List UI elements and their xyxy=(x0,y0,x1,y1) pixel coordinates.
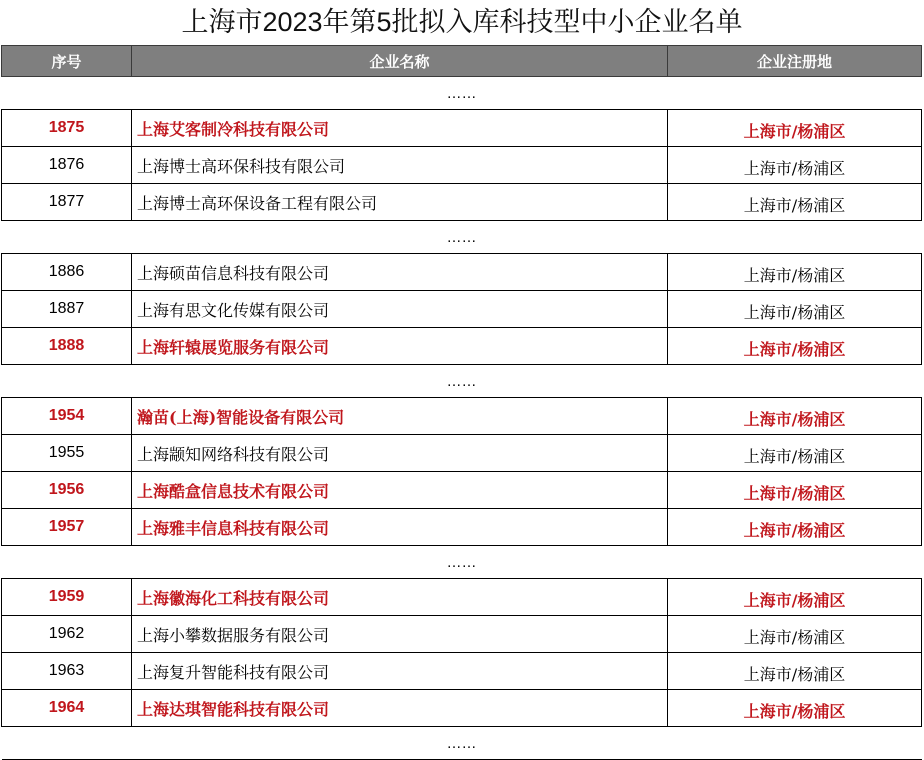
registered-location-cell: 上海市/杨浦区 xyxy=(668,579,922,616)
registered-location-cell: 上海市/杨浦区 xyxy=(668,616,922,653)
serial-number-cell: 1877 xyxy=(2,184,132,221)
registered-location-cell: 上海市/杨浦区 xyxy=(668,254,922,291)
table-row xyxy=(2,254,922,291)
company-name-cell: 上海雅丰信息科技有限公司 xyxy=(132,509,668,546)
table-row xyxy=(2,690,922,727)
serial-number-cell: 1875 xyxy=(2,110,132,147)
ellipsis-row xyxy=(2,365,922,398)
serial-number-cell: 1964 xyxy=(2,690,132,727)
table-body xyxy=(2,77,922,760)
registered-location-cell: 上海市/杨浦区 xyxy=(668,147,922,184)
serial-number-cell: 1887 xyxy=(2,291,132,328)
company-name-cell: 上海艾客制冷科技有限公司 xyxy=(132,110,668,147)
registered-location-cell: 上海市/杨浦区 xyxy=(668,435,922,472)
table-row xyxy=(2,472,922,509)
company-name-cell: 上海颛知网络科技有限公司 xyxy=(132,435,668,472)
company-name-cell: 上海有思文化传媒有限公司 xyxy=(132,291,668,328)
company-name-cell: 瀚苗(上海)智能设备有限公司 xyxy=(132,398,668,435)
header-serial-number: 序号 xyxy=(2,46,132,77)
header-registered-location: 企业注册地 xyxy=(668,46,922,77)
registered-location-cell: 上海市/杨浦区 xyxy=(668,472,922,509)
company-name-cell: 上海徽海化工科技有限公司 xyxy=(132,579,668,616)
serial-number-cell: 1957 xyxy=(2,509,132,546)
company-name-cell: 上海复升智能科技有限公司 xyxy=(132,653,668,690)
table-row xyxy=(2,398,922,435)
company-name-cell: 上海博士高环保设备工程有限公司 xyxy=(132,184,668,221)
serial-number-cell: 1962 xyxy=(2,616,132,653)
serial-number-cell: 1886 xyxy=(2,254,132,291)
registered-location-cell: 上海市/杨浦区 xyxy=(668,328,922,365)
serial-number-cell: 1888 xyxy=(2,328,132,365)
registered-location-cell: 上海市/杨浦区 xyxy=(668,184,922,221)
serial-number-cell: 1956 xyxy=(2,472,132,509)
ellipsis-text: …… xyxy=(2,365,922,398)
table-row xyxy=(2,616,922,653)
page-title: 上海市2023年第5批拟入库科技型中小企业名单 xyxy=(181,7,743,37)
serial-number-cell: 1954 xyxy=(2,398,132,435)
table-row xyxy=(2,291,922,328)
registered-location-cell: 上海市/杨浦区 xyxy=(668,110,922,147)
ellipsis-text: …… xyxy=(2,221,922,254)
header-company-name: 企业名称 xyxy=(132,46,668,77)
registered-location-cell: 上海市/杨浦区 xyxy=(668,653,922,690)
company-name-cell: 上海硕苗信息科技有限公司 xyxy=(132,254,668,291)
serial-number-cell: 1963 xyxy=(2,653,132,690)
table-row xyxy=(2,184,922,221)
table-row xyxy=(2,653,922,690)
registered-location-cell: 上海市/杨浦区 xyxy=(668,690,922,727)
company-name-cell: 上海达琪智能科技有限公司 xyxy=(132,690,668,727)
company-list-table xyxy=(1,45,922,760)
ellipsis-text: …… xyxy=(2,546,922,579)
company-name-cell: 上海轩辕展览服务有限公司 xyxy=(132,328,668,365)
ellipsis-row xyxy=(2,546,922,579)
serial-number-cell: 1959 xyxy=(2,579,132,616)
ellipsis-row xyxy=(2,727,922,760)
ellipsis-text: …… xyxy=(2,77,922,110)
table-row xyxy=(2,110,922,147)
registered-location-cell: 上海市/杨浦区 xyxy=(668,291,922,328)
serial-number-cell: 1955 xyxy=(2,435,132,472)
registered-location-cell: 上海市/杨浦区 xyxy=(668,509,922,546)
company-name-cell: 上海酷盒信息技术有限公司 xyxy=(132,472,668,509)
table-row xyxy=(2,509,922,546)
ellipsis-row xyxy=(2,221,922,254)
table-row xyxy=(2,147,922,184)
table-row xyxy=(2,435,922,472)
company-name-cell: 上海小攀数据服务有限公司 xyxy=(132,616,668,653)
table-row xyxy=(2,579,922,616)
company-name-cell: 上海博士高环保科技有限公司 xyxy=(132,147,668,184)
registered-location-cell: 上海市/杨浦区 xyxy=(668,398,922,435)
table-header-row xyxy=(2,46,922,77)
ellipsis-row xyxy=(2,77,922,110)
serial-number-cell: 1876 xyxy=(2,147,132,184)
ellipsis-text: …… xyxy=(2,727,922,760)
table-row xyxy=(2,328,922,365)
